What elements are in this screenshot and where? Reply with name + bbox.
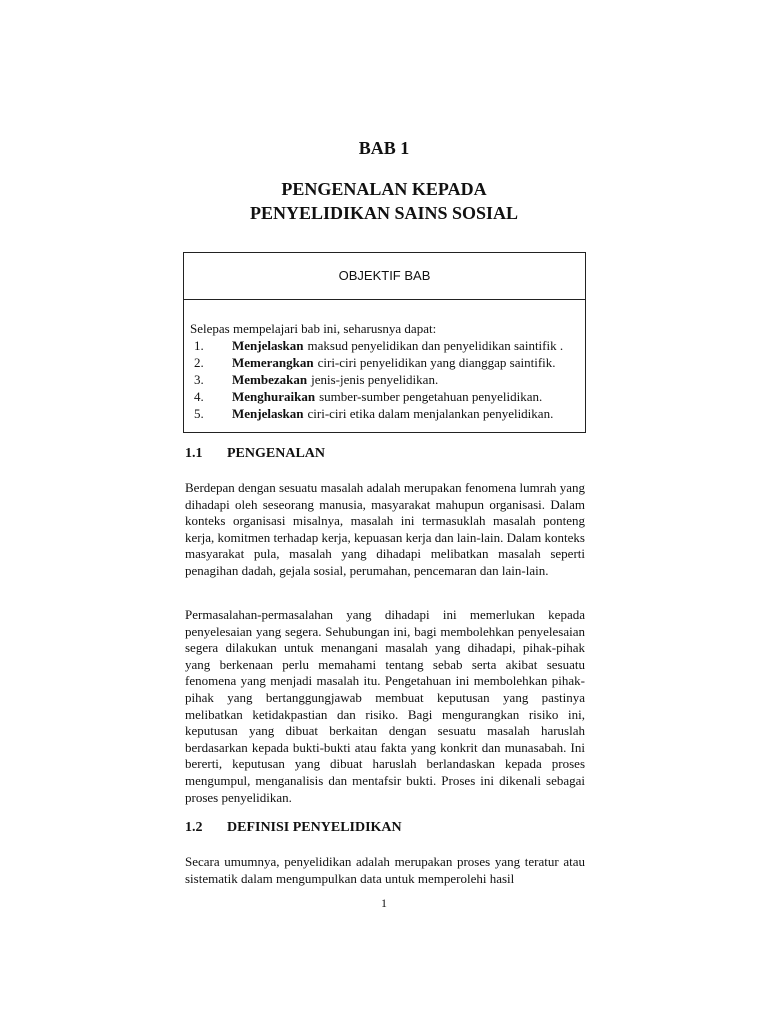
- section-number: 1.1: [185, 446, 203, 461]
- chapter-title: [0, 177, 768, 225]
- objective-text: ciri-ciri etika dalam menjalankan penyelidikan.: [307, 406, 554, 421]
- objective-text: ciri-ciri penyelidikan yang dianggap saintifik.: [317, 355, 556, 370]
- objective-verb: Membezakan: [232, 372, 308, 387]
- section-heading-1-2: [185, 820, 402, 836]
- objective-text: maksud penyelidikan dan penyelidikan saintifik .: [307, 338, 564, 353]
- objective-verb: Menjelaskan: [232, 338, 304, 353]
- section-1-1-paragraph-1: Berdepan dengan sesuatu masalah adalah merupakan fenomena lumrah yang dihadapi oleh seseorang manusia, masyarakat mahupun organisasi. Dalam konteks organisasi misalnya, masalah ini termasuklah masalah ponteng kerja, komitmen terhadap kerja, kepuasan kerja dan lain-lain. Dalam konteks masyarakat pula, masalah yang dihadapi melibatkan masalah seperti penagihan dadah, gejala sosial, perumahan, pencemaran dan lain-lain.: [185, 480, 585, 578]
- objective-number: 2.: [194, 355, 204, 370]
- objective-number: 4.: [194, 389, 204, 404]
- objective-verb: Menghuraikan: [232, 389, 316, 404]
- objective-item: [190, 354, 585, 371]
- chapter-label: BAB 1: [358, 138, 410, 158]
- chapter-title-line-2: PENYELIDIKAN SAINS SOSIAL: [249, 203, 519, 223]
- objectives-body: [184, 300, 585, 422]
- section-title: PENGENALAN: [227, 446, 326, 461]
- objective-number: 5.: [194, 406, 204, 421]
- chapter-title-line-1: PENGENALAN KEPADA: [281, 179, 487, 199]
- objectives-box: [183, 252, 586, 433]
- objective-verb: Menjelaskan: [232, 406, 304, 421]
- objectives-list: [190, 337, 585, 422]
- objective-item: [190, 337, 585, 354]
- objective-item: [190, 371, 585, 388]
- objective-item: [190, 405, 585, 422]
- section-number: 1.2: [185, 820, 203, 835]
- section-heading-1-1: [185, 446, 325, 462]
- objective-number: 3.: [194, 372, 204, 387]
- objective-item: [190, 388, 585, 405]
- objective-verb: Memerangkan: [232, 355, 314, 370]
- section-1-1-paragraph-2: Permasalahan-permasalahan yang dihadapi ini memerlukan kepada penyelesaian yang segera. Sehubungan ini, bagi membolehkan penyelesaian segera dilakukan untuk menangani masalah yang dihadapi, pihak-pihak yang berkenaan perlu memahami tentang sebab serta akibat sesuatu fenomena yang menjadi masalah itu. Pengetahuan ini membolehkan pihak-pihak yang bertanggungjawab membuat keputusan yang pastinya melibatkan ketidakpastian dan risiko. Bagi mengurangkan risiko ini, keputusan yang dibuat berkaitan dengan sesuatu masalah haruslah berdasarkan kepada bukti-bukti atau fakta yang konkrit dan munasabah. Ini bererti, keputusan yang dibuat haruslah berlandaskan kepada proses mengumpul, menganalisis dan mentafsir bukti. Proses ini dikenali sebagai proses penyelidikan.: [185, 607, 585, 805]
- objective-text: sumber-sumber pengetahuan penyelidikan.: [319, 389, 543, 404]
- objectives-intro: Selepas mempelajari bab ini, seharusnya dapat:: [190, 321, 437, 336]
- section-title: DEFINISI PENYELIDIKAN: [227, 820, 402, 835]
- page-number: 1: [381, 896, 387, 910]
- section-1-2-paragraph-1: Secara umumnya, penyelidikan adalah merupakan proses yang teratur atau sistematik dalam mengumpulkan data untuk memperolehi hasil: [185, 854, 585, 886]
- objective-text: jenis-jenis penyelidikan.: [311, 372, 439, 387]
- objective-number: 1.: [194, 338, 204, 353]
- objectives-heading: OBJEKTIF BAB: [184, 253, 585, 300]
